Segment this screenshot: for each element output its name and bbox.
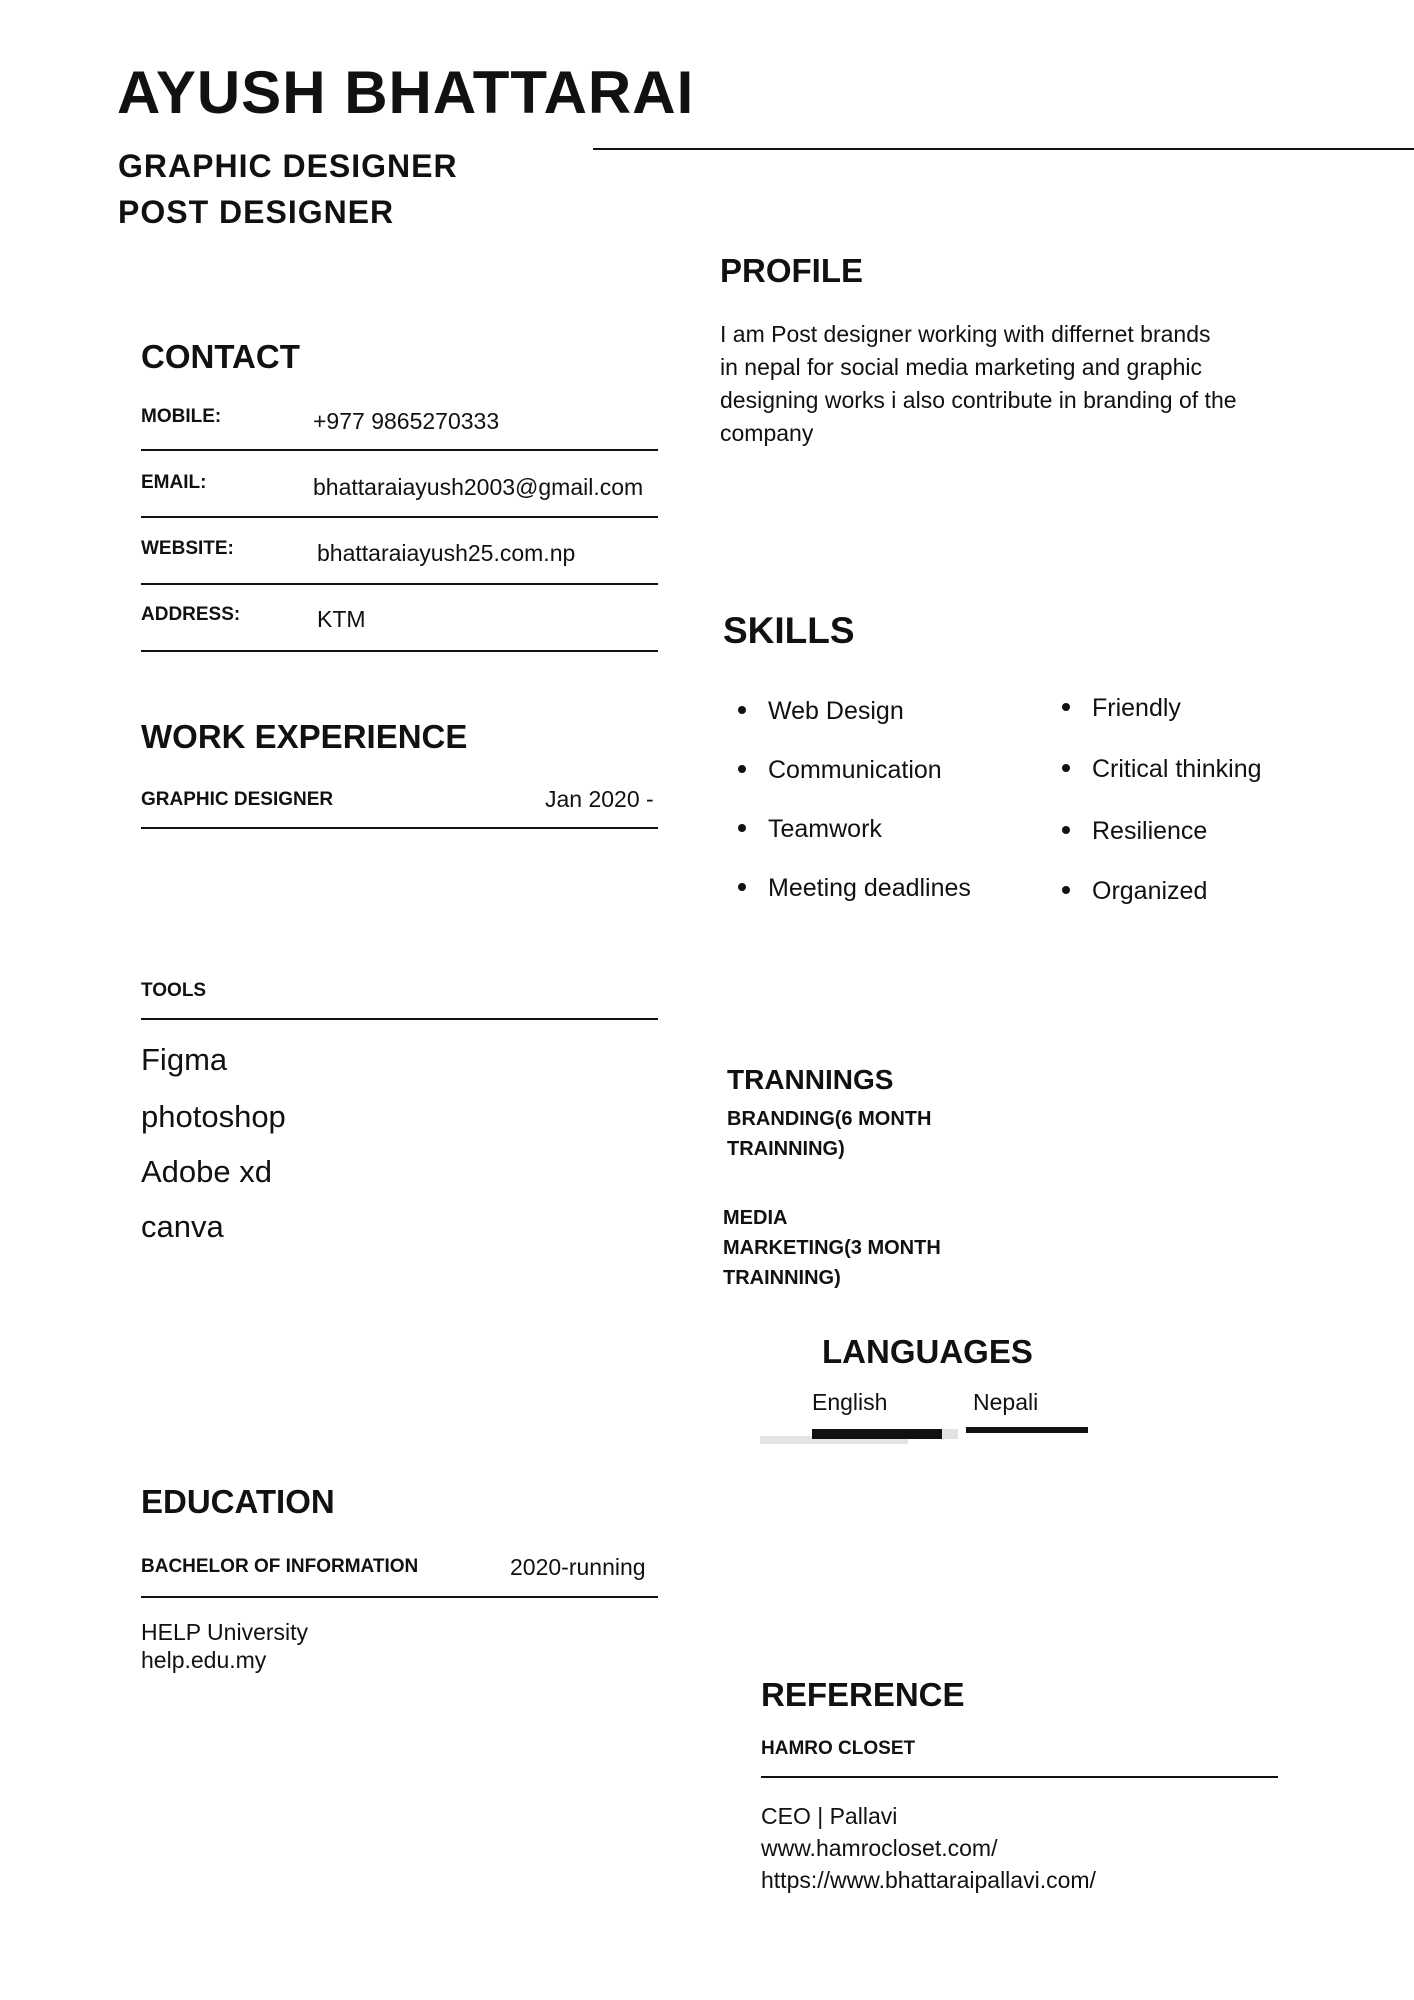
- reference-divider: [761, 1776, 1278, 1778]
- education-date: 2020-running: [510, 1554, 646, 1580]
- website-label: WEBSITE:: [141, 538, 234, 559]
- bullet-icon: [1062, 703, 1070, 711]
- reference-contact: CEO | Pallavi: [761, 1803, 898, 1829]
- reference-heading: REFERENCE: [761, 1676, 965, 1713]
- website-value[interactable]: bhattaraiayush25.com.np: [317, 540, 576, 566]
- tool-item: Adobe xd: [141, 1154, 272, 1189]
- contact-divider: [141, 650, 658, 652]
- english-level-fill: [812, 1429, 942, 1439]
- skill-item: Organized: [1062, 877, 1207, 906]
- nepali-level-fill: [966, 1427, 1088, 1433]
- tools-heading: TOOLS: [141, 980, 207, 1001]
- tools-divider: [141, 1018, 658, 1020]
- contact-divider: [141, 516, 658, 518]
- bullet-icon: [1062, 886, 1070, 894]
- education-heading: EDUCATION: [141, 1483, 335, 1520]
- email-value[interactable]: bhattaraiayush2003@gmail.com: [313, 474, 644, 500]
- education-school: HELP University: [141, 1619, 309, 1645]
- mobile-label: MOBILE:: [141, 406, 222, 427]
- reference-website[interactable]: www.hamrocloset.com/: [761, 1835, 998, 1861]
- profile-line: company: [720, 420, 814, 446]
- bullet-icon: [738, 883, 746, 891]
- contact-heading: CONTACT: [141, 338, 300, 375]
- candidate-name: AYUSH BHATTARAI: [117, 59, 695, 126]
- skills-heading: SKILLS: [723, 610, 855, 651]
- tool-item: canva: [141, 1209, 224, 1244]
- work-divider: [141, 827, 658, 829]
- profile-line: in nepal for social media marketing and graphic: [720, 354, 1202, 380]
- header-divider: [593, 148, 1414, 150]
- address-label: ADDRESS:: [141, 604, 241, 625]
- profile-line: designing works i also contribute in branding of the: [720, 387, 1237, 413]
- bullet-icon: [738, 765, 746, 773]
- education-divider: [141, 1596, 658, 1598]
- email-label: EMAIL:: [141, 472, 207, 493]
- work-date: Jan 2020 -: [545, 786, 654, 812]
- language-nepali: Nepali: [973, 1389, 1039, 1415]
- trainings-heading: TRANNINGS: [727, 1064, 894, 1095]
- skill-item: Friendly: [1062, 694, 1181, 723]
- work-role: GRAPHIC DESIGNER: [141, 789, 334, 810]
- tool-item: photoshop: [141, 1099, 286, 1134]
- training-item: MEDIA MARKETING(3 MONTH TRAINNING): [723, 1207, 941, 1289]
- bullet-icon: [738, 706, 746, 714]
- job-title-primary: GRAPHIC DESIGNER: [118, 148, 458, 184]
- training-item: BRANDING(6 MONTH TRAINNING): [727, 1108, 932, 1160]
- reference-company: HAMRO CLOSET: [761, 1738, 916, 1759]
- bullet-icon: [1062, 826, 1070, 834]
- education-site[interactable]: help.edu.my: [141, 1647, 267, 1673]
- education-degree: BACHELOR OF INFORMATION: [141, 1556, 419, 1577]
- skill-item: Communication: [738, 756, 942, 785]
- reference-personal-website[interactable]: https://www.bhattaraipallavi.com/: [761, 1867, 1096, 1893]
- contact-divider: [141, 449, 658, 451]
- address-value: KTM: [317, 606, 366, 632]
- job-title-secondary: POST DESIGNER: [118, 194, 395, 230]
- language-english: English: [812, 1389, 888, 1415]
- skill-item: Teamwork: [738, 815, 882, 844]
- bullet-icon: [1062, 764, 1070, 772]
- work-experience-heading: WORK EXPERIENCE: [141, 718, 468, 755]
- skill-item: Resilience: [1062, 817, 1207, 846]
- languages-heading: LANGUAGES: [822, 1333, 1033, 1370]
- skill-item: Critical thinking: [1062, 755, 1262, 784]
- skill-item: Meeting deadlines: [738, 874, 971, 903]
- profile-heading: PROFILE: [720, 252, 864, 289]
- tool-item: Figma: [141, 1042, 228, 1077]
- skill-item: Web Design: [738, 697, 904, 726]
- profile-line: I am Post designer working with differnet brands: [720, 321, 1211, 347]
- bullet-icon: [738, 824, 746, 832]
- contact-divider: [141, 583, 658, 585]
- mobile-value[interactable]: +977 9865270333: [313, 408, 500, 434]
